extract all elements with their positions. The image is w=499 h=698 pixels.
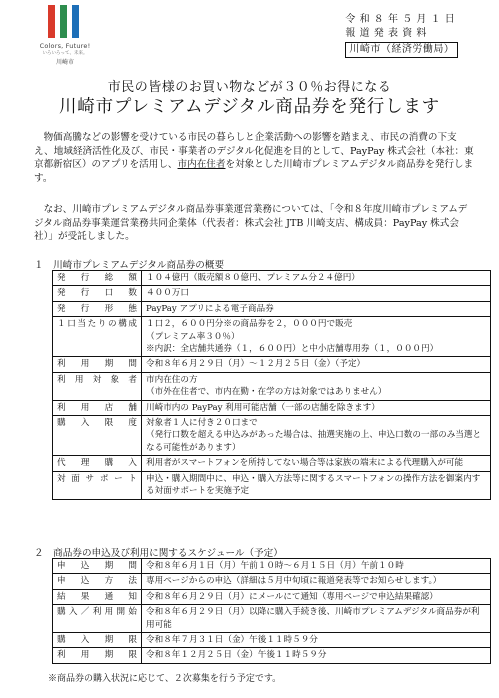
row-value-line: （発行口数を超える申込みがあった場合は、抽選実施の上、申込口数の一部のみ当選となる可能性があります） xyxy=(146,430,482,453)
footnote: ※商品券の購入状況に応じて、２次募集を行う予定です。 xyxy=(48,674,282,684)
release-date: 令和８年５月１日 xyxy=(345,14,459,25)
row-value xyxy=(142,416,491,456)
table-row xyxy=(53,416,491,456)
row-label: 発行総額 xyxy=(53,271,142,286)
row-value xyxy=(142,471,491,499)
release-header xyxy=(345,13,459,58)
row-value xyxy=(142,456,491,471)
row-value xyxy=(142,633,491,648)
row-value-line: 令和８年６月２９日（月）～１２月２５日（金）（予定） xyxy=(146,359,366,370)
contractor-paragraph: なお、川崎市プレミアムデジタル商品券事業運営業務については、「令和８年度川崎市プレミアムデジタル商品券事業運営業務共同企業体（代表者：株式会社 JTB 川崎支店、構成員：PayPay 株式会社）」が受託しました。 xyxy=(34,204,468,243)
row-label: 代理購入 xyxy=(53,456,142,471)
row-value-line: 申込・購入期間中に、申込・購入方法等に関するスマートフォンの操作方法を御案内する対面サポートを実施予定 xyxy=(146,473,481,497)
row-value-line: １０４億円（販売額８０億円、プレミアム分２４億円） xyxy=(146,273,360,283)
row-value-line: 令和８年１２月２５日（金）午後１１時５９分 xyxy=(146,650,327,661)
row-label: 利用期間 xyxy=(53,357,142,372)
row-label: 利用期限 xyxy=(53,648,142,663)
row-value-line: PayPay アプリによる電子商品券 xyxy=(146,303,274,314)
row-label: 利用対象者 xyxy=(53,372,142,400)
row-value xyxy=(142,400,491,415)
row-value xyxy=(142,574,491,589)
row-value-line: １口２，６００円分※の商品券を２，０００円で販売 xyxy=(146,319,353,330)
overview-table xyxy=(52,270,491,500)
row-value-line: 利用者がスマートフォンを所持してない場合等は家族の端末による代理購入が可能 xyxy=(146,458,464,469)
row-value xyxy=(142,317,491,357)
kawasaki-logo xyxy=(22,5,102,65)
table-row xyxy=(53,400,491,415)
row-label: 発行形態 xyxy=(53,301,142,316)
row-value xyxy=(142,357,491,372)
row-value xyxy=(142,648,491,663)
row-value-line: 令和８年７月３１日（金）午後１１時５９分 xyxy=(146,635,318,646)
row-value xyxy=(142,559,491,574)
schedule-table xyxy=(52,558,491,664)
section-heading-schedule: ２ 商品券の申込及び利用に関するスケジュール（予定） xyxy=(34,548,283,559)
page-title: 川崎市プレミアムデジタル商品券を発行します xyxy=(59,97,440,117)
table-row xyxy=(53,456,491,471)
table-row xyxy=(53,589,491,604)
release-type: 報道発表資料 xyxy=(345,28,431,39)
row-label: 結果通知 xyxy=(53,589,142,604)
row-value xyxy=(142,301,491,316)
row-value-line: 市内在住の方 xyxy=(146,374,198,385)
row-value-line: （プレミアム率３０％） xyxy=(146,331,240,342)
row-label: 申込期間 xyxy=(53,559,142,574)
row-value-line: ４００万口 xyxy=(146,288,189,299)
row-label: 発行口数 xyxy=(53,286,142,301)
table-row xyxy=(53,271,491,286)
row-value xyxy=(142,286,491,301)
logo-subtagline: いろいろって、未来。 xyxy=(42,51,88,56)
table-row xyxy=(53,372,491,400)
row-label: 利用店舗 xyxy=(53,400,142,415)
row-value-line: 対象者１人に付き２０口まで xyxy=(146,418,258,429)
row-value-line: 令和８年６月２９日（月）以降に購入手続き後、川崎市プレミアムデジタル商品券が利用可能 xyxy=(146,607,480,630)
row-value xyxy=(142,372,491,400)
table-row xyxy=(53,471,491,499)
row-value xyxy=(142,271,491,286)
release-department: 川崎市（経済労働局） xyxy=(345,42,458,58)
residents-underline: 市内在住者 xyxy=(177,159,226,171)
table-row xyxy=(53,574,491,589)
table-row xyxy=(53,605,491,633)
row-value-line: 専用ページからの申込（詳細は５月中旬頃に報道発表等でお知らせします。） xyxy=(146,576,442,587)
table-row xyxy=(53,286,491,301)
row-value-line: 令和８年６月１日（月）午前１０時～６月１５日（月）午前１０時 xyxy=(146,561,404,571)
section-heading-overview: １ 川崎市プレミアムデジタル商品券の概要 xyxy=(34,260,225,271)
row-value xyxy=(142,589,491,604)
row-value-line: 令和８年６月２９日（月）にメールにて通知（専用ページで申込結果確認） xyxy=(146,591,438,602)
table-row xyxy=(53,559,491,574)
row-label: 購入期限 xyxy=(53,633,142,648)
page-subtitle: 市民の皆様のお買い物などが３０％お得になる xyxy=(107,80,392,95)
row-label: 購入限度 xyxy=(53,416,142,456)
row-value-line: ※内訳：全店舗共通券（１，６００円）と中小店舗専用券（１，０００円） xyxy=(146,344,439,355)
row-value-line: （市外在住者で、市内在勤・在学の方は対象ではありません） xyxy=(146,387,387,398)
table-row xyxy=(53,633,491,648)
row-label: 申込方法 xyxy=(53,574,142,589)
table-row xyxy=(53,317,491,357)
table-row xyxy=(53,648,491,663)
logo-tagline: Colors, Future! xyxy=(39,42,91,50)
table-row xyxy=(53,301,491,316)
row-value xyxy=(142,605,491,633)
table-row xyxy=(53,357,491,372)
row-label: １口当たりの構成 xyxy=(53,317,142,357)
logo-bars-icon xyxy=(48,5,80,39)
row-value-line: 川崎市内の PayPay 利用可能店舗（一部の店舗を除きます） xyxy=(146,402,380,413)
intro-paragraph: 物価高騰などの影響を受けている市民の暮らしと企業活動への影響を踏まえ、市民の消費の下支え、地域経済活性化及び、市民・事業者のデジタル化促進を目的として、PayPay 株式会社（本社：東京都新宿区）のアプリを活用し、市内在住者を対象とした川崎市プレミアムデジタル商品券を発行します。 xyxy=(34,132,474,184)
row-label: 購入／利用開始 xyxy=(53,605,142,633)
logo-city-name: 川崎市 xyxy=(55,59,74,66)
row-label: 対面サポート xyxy=(53,471,142,499)
